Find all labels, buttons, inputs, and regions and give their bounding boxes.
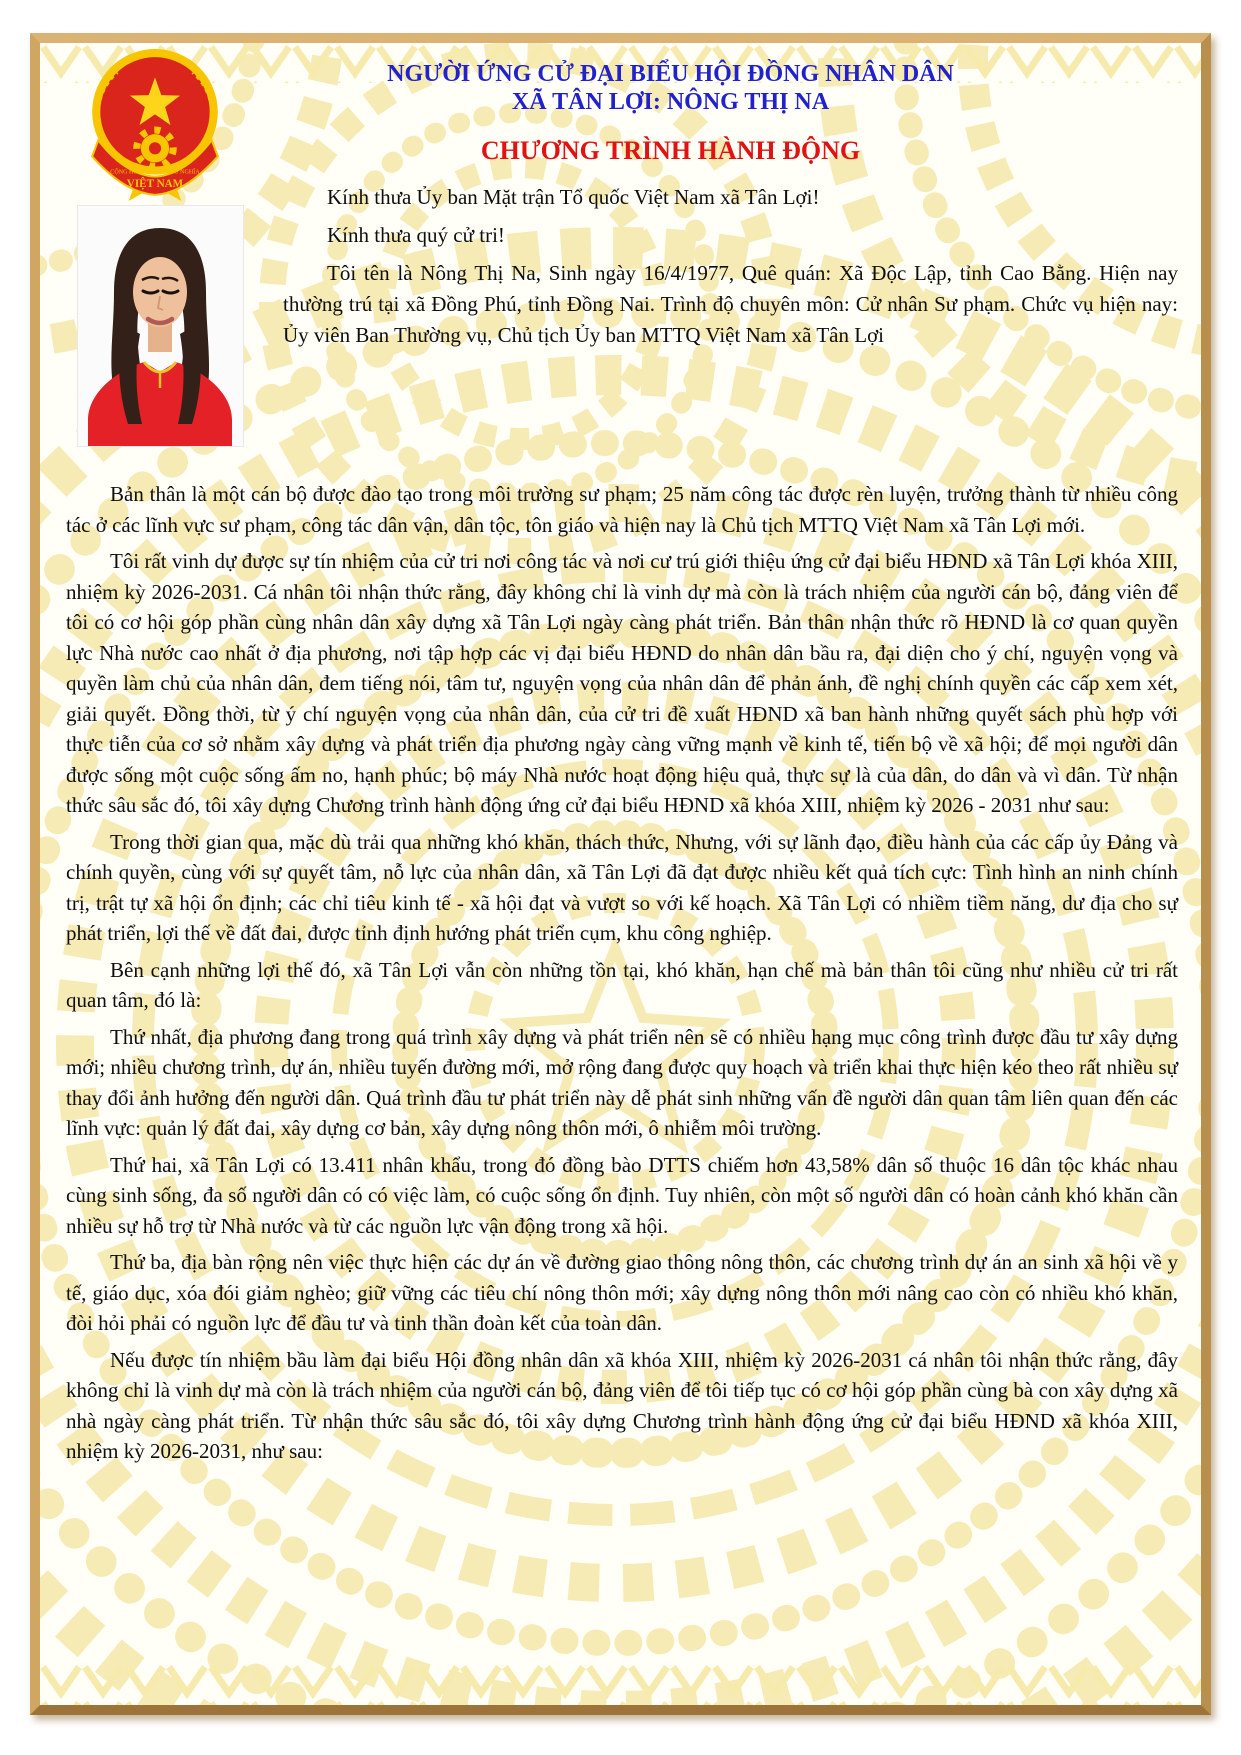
body-paragraph: Nếu được tín nhiệm bầu làm đại biểu Hội đồng nhân dân xã khóa XIII, nhiệm kỳ 2026-2031 cá nhân tôi nhận thức rằng, đây không chỉ là vinh dự mà còn là trách nhiệm của người cán bộ, đảng viên để tôi tiếp tục có cơ hội góp phần cùng bà con xây dựng xã nhà ngày càng phát triển. Từ nhận thức sâu sắc đó, tôi xây dựng Chương trình hành động ứng cử đại biểu HĐND xã khóa XIII, nhiệm kỳ 2026-2031, như sau: bbox=[66, 1347, 1178, 1463]
body-paragraph: Trong thời gian qua, mặc dù trải qua những khó khăn, thách thức, Nhưng, với sự lãnh đạo, điều hành của các cấp ủy Đảng và chính quyền, cùng với sự quyết tâm, nỗ lực của nhân dân, xã Tân Lợi đã đạt được nhiều kết quả tích cực: Tình hình an ninh chính trị, trật tự xã hội ổn định; các chỉ tiêu kinh tế - xã hội đạt và vượt so với kế hoạch. Xã Tân Lợi có nhiềm tiềm năng, dư địa cho sự phát triển, lợi thế về đất đai, được tỉnh định hướng phát triển cụm, khu công nghiệp. bbox=[66, 829, 1178, 945]
salutation-line: Kính thưa quý cử tri! bbox=[327, 223, 505, 247]
emblem-ribbon-text: VIỆT NAM bbox=[126, 177, 184, 190]
emblem-ribbon-small-text: CỘNG HÒA XÃ HỘI CHỦ NGHĨA bbox=[110, 169, 200, 176]
body-paragraph: Tôi rất vinh dự được sự tín nhiệm của cử tri nơi công tác và nơi cư trú giới thiệu ứng cử đại biểu HĐND xã Tân Lợi khóa XIII, nhiệm kỳ 2026-2031. Cá nhân tôi nhận thức rằng, đây không chỉ là vinh dự mà còn là trách nhiệm của người cán bộ, đảng viên để tôi có cơ hội góp phần cùng nhân dân xây dựng xã Tân Lợi ngày càng phát triển. Bản thân nhận thức rõ HĐND là cơ quan quyền lực Nhà nước cao nhất ở địa phương, nơi tập hợp các vị đại biểu HĐND do nhân dân bầu ra, đại diện cho ý chí, nguyện vọng và quyền làm chủ của nhân dân, đem tiếng nói, tâm tư, nguyện vọng của nhân dân để phản ánh, đề nghị chính quyền các cấp xem xét, giải quyết. Đồng thời, từ ý chí nguyện vọng của nhân dân, của cử tri đề xuất HĐND xã ban hành những quyết sách phù hợp với thực tiễn của cơ sở nhằm xây dựng và phát triển địa phương ngày càng vững mạnh về kinh tế, tiến bộ về xã hội; để mọi người dân được sống một cuộc sống ấm no, hạnh phúc; bộ máy Nhà nước hoạt động hiệu quả, thực sự là của dân, do dân và vì dân. Từ nhận thức sâu sắc đó, tôi xây dựng Chương trình hành động ứng cử đại biểu HĐND xã khóa XIII, nhiệm kỳ 2026 - 2031 như sau: bbox=[66, 549, 1178, 817]
header-line-1: NGƯỜI ỨNG CỬ ĐẠI BIỂU HỘI ĐỒNG NHÂN DÂN bbox=[387, 61, 954, 87]
header-line-2: XÃ TÂN LỢI: NÔNG THỊ NA bbox=[511, 89, 830, 115]
body-paragraph: Bản thân là một cán bộ được đào tạo trong môi trường sư phạm; 25 năm công tác được rèn luyện, trưởng thành từ nhiều công tác ở các lĩnh vực sư phạm, công tác dân vận, dân tộc, tôn giáo và hiện nay là Chủ tịch MTTQ Việt Nam xã Tân Lợi mới. bbox=[66, 482, 1178, 537]
page-title: CHƯƠNG TRÌNH HÀNH ĐỘNG bbox=[480, 136, 861, 165]
body-paragraph: Thứ ba, địa bàn rộng nên việc thực hiện các dự án về đường giao thông nông thôn, các chương trình dự án an sinh xã hội về y tế, giáo dục, xóa đói giảm nghèo; giữ vững các tiêu chí nông thôn mới; xây dựng nông thôn mới nâng cao còn có nhiều khó khăn, đòi hỏi phải có nguồn lực để đầu tư và tinh thần đoàn kết của toàn dân. bbox=[66, 1250, 1178, 1335]
document-header bbox=[210, 60, 1131, 166]
decorative-page-frame bbox=[30, 33, 1211, 1715]
action-program-body bbox=[66, 351, 1178, 1467]
introduction-section bbox=[66, 182, 1178, 351]
body-paragraph: Thứ hai, xã Tân Lợi có 13.411 nhân khẩu, trong đó đồng bào DTTS chiếm hơn 43,58% dân số thuộc 16 dân tộc khác nhau cùng sinh sống, đa số người dân có có việc làm, có cuộc sống ổn định. Tuy nhiên, còn một số người dân có hoàn cảnh khó khăn cần nhiều sự hỗ trợ từ Nhà nước và từ các nguồn lực vận động trong xã hội. bbox=[66, 1152, 1178, 1238]
salutation-line: Kính thưa Ủy ban Mặt trận Tổ quốc Việt Nam xã Tân Lợi! bbox=[327, 185, 820, 209]
vietnam-national-emblem-icon bbox=[84, 45, 226, 203]
page-content-area bbox=[40, 43, 1201, 1705]
body-paragraph: Bên cạnh những lợi thế đó, xã Tân Lợi vẫn còn những tồn tại, khó khăn, hạn chế mà bản thân tôi cũng như nhiều cử tri rất quan tâm, đó là: bbox=[66, 957, 1178, 1012]
body-paragraph: Thứ nhất, địa phương đang trong quá trình xây dựng và phát triển nên sẽ có nhiều hạng mục công trình được đầu tư xây dựng mới; nhiều chương trình, dự án, nhiều tuyến đường mới, mở rộng đang được quy hoạch và triển khai thực hiện kéo theo rất nhiều sự thay đổi ảnh hưởng đến người dân. Quá trình đầu tư phát triển này dễ phát sinh những vấn đề người dân quan tâm liên quan đến các lĩnh vực: quản lý đất đai, xây dựng cơ bản, xây dựng nông thôn mới, ô nhiễm môi trường. bbox=[66, 1024, 1178, 1140]
candidate-bio-paragraph: Tôi tên là Nông Thị Na, Sinh ngày 16/4/1977, Quê quán: Xã Độc Lập, tỉnh Cao Bằng. Hiện nay thường trú tại xã Đồng Phú, tỉnh Đồng Nai. Trình độ chuyên môn: Cử nhân Sư phạm. Chức vụ hiện nay: Ủy viên Ban Thường vụ, Chủ tịch Ủy ban MTTQ Việt Nam xã Tân Lợi bbox=[283, 261, 1178, 347]
